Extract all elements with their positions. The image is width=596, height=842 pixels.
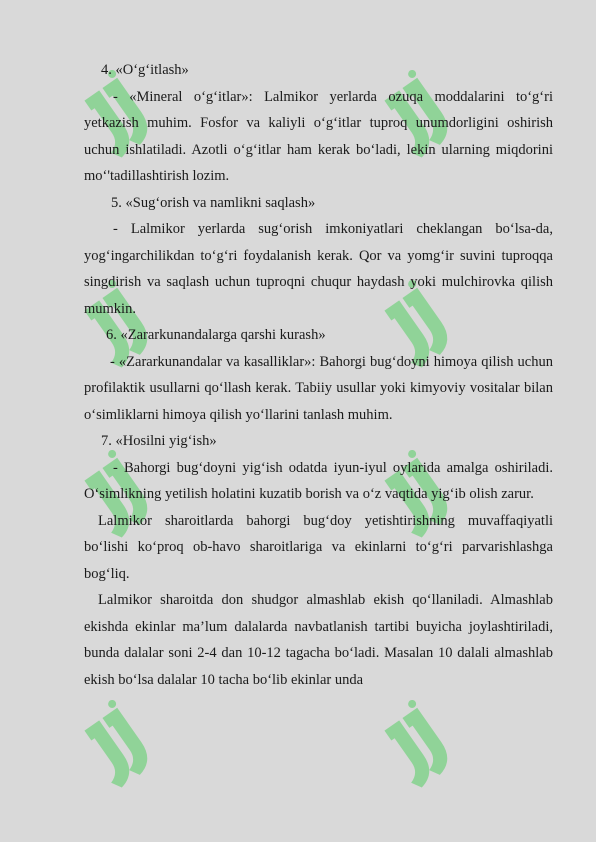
paragraph-mineral-fertilizers: - «Mineral o‘g‘itlar»: Lalmikor yerlarda ozuqa moddalarini to‘g‘ri yetkazish muhim. Fosfor va kaliyli o‘g‘itlar tuproq unumdorligini oshirish uchun ishlatiladi. Azotli o‘g‘itlar ham kerak bo‘ladi, lekin ularning miqdorini mo‘'tadillashtirish lozim. [84,88,553,184]
section-heading-pest-control: 6. «Zararkunandalarga qarshi kurash» [106,327,326,343]
paragraph-pest-control: - «Zararkunandalar va kasalliklar»: Bahorgi bug‘doyni himoya qilish uchun profilaktik usullarni qo‘llash kerak. Tabiiy usullar yoki kimyoviy vositalar bilan o‘simliklarni himoya qilish yo‘llarini tanlash muhim. [84,353,553,423]
watermark-logo [70,690,180,800]
paragraph-harvest: - Bahorgi bug‘doyni yig‘ish odatda iyun-iyul oylarida amalga oshiriladi. O‘simlikning yetilish holatini kuzatib borish va o‘z vaqtida yig‘ib olish zarur. [84,459,553,502]
document-page [84,57,553,693]
paragraph-success-factors: Lalmikor sharoitlarda bahorgi bug‘doy yetishtirishning muvaffaqiyatli bo‘lishi ko‘proq ob-havo sharoitlariga va ekinlarni to‘g‘ri parvarishlashga bog‘liq. [84,512,553,582]
section-heading-fertilizing: 4. «O‘g‘itlash» [101,62,189,78]
watermark-logo [370,690,480,800]
paragraph-irrigation: - Lalmikor yerlarda sug‘orish imkoniyatlari cheklangan bo‘lsa-da, yog‘ingarchilikdan to‘g‘ri foydalanish kerak. Qor va yomg‘ir suvini tuproqqa singdirish va saqlash uchun tuproqni chuqur haydash yoki mulchirovka qilish mumkin. [84,221,553,317]
section-heading-harvest: 7. «Hosilni yig‘ish» [101,433,217,449]
paragraph-crop-rotation: Lalmikor sharoitda don shudgor almashlab ekish qo‘llaniladi. Almashlab ekishda ekinlar ma’lum dalalarda navbatlanish tartibi buyicha joylashtiriladi, bunda dalalar soni 2-4 dan 10-12 tagacha bo‘ladi. Masalan 10 dalali almashlab ekish bo‘lsa dalalar 10 tacha bo‘lib ekinlar unda [84,592,553,688]
section-heading-irrigation: 5. «Sug‘orish va namlikni saqlash» [111,194,316,211]
